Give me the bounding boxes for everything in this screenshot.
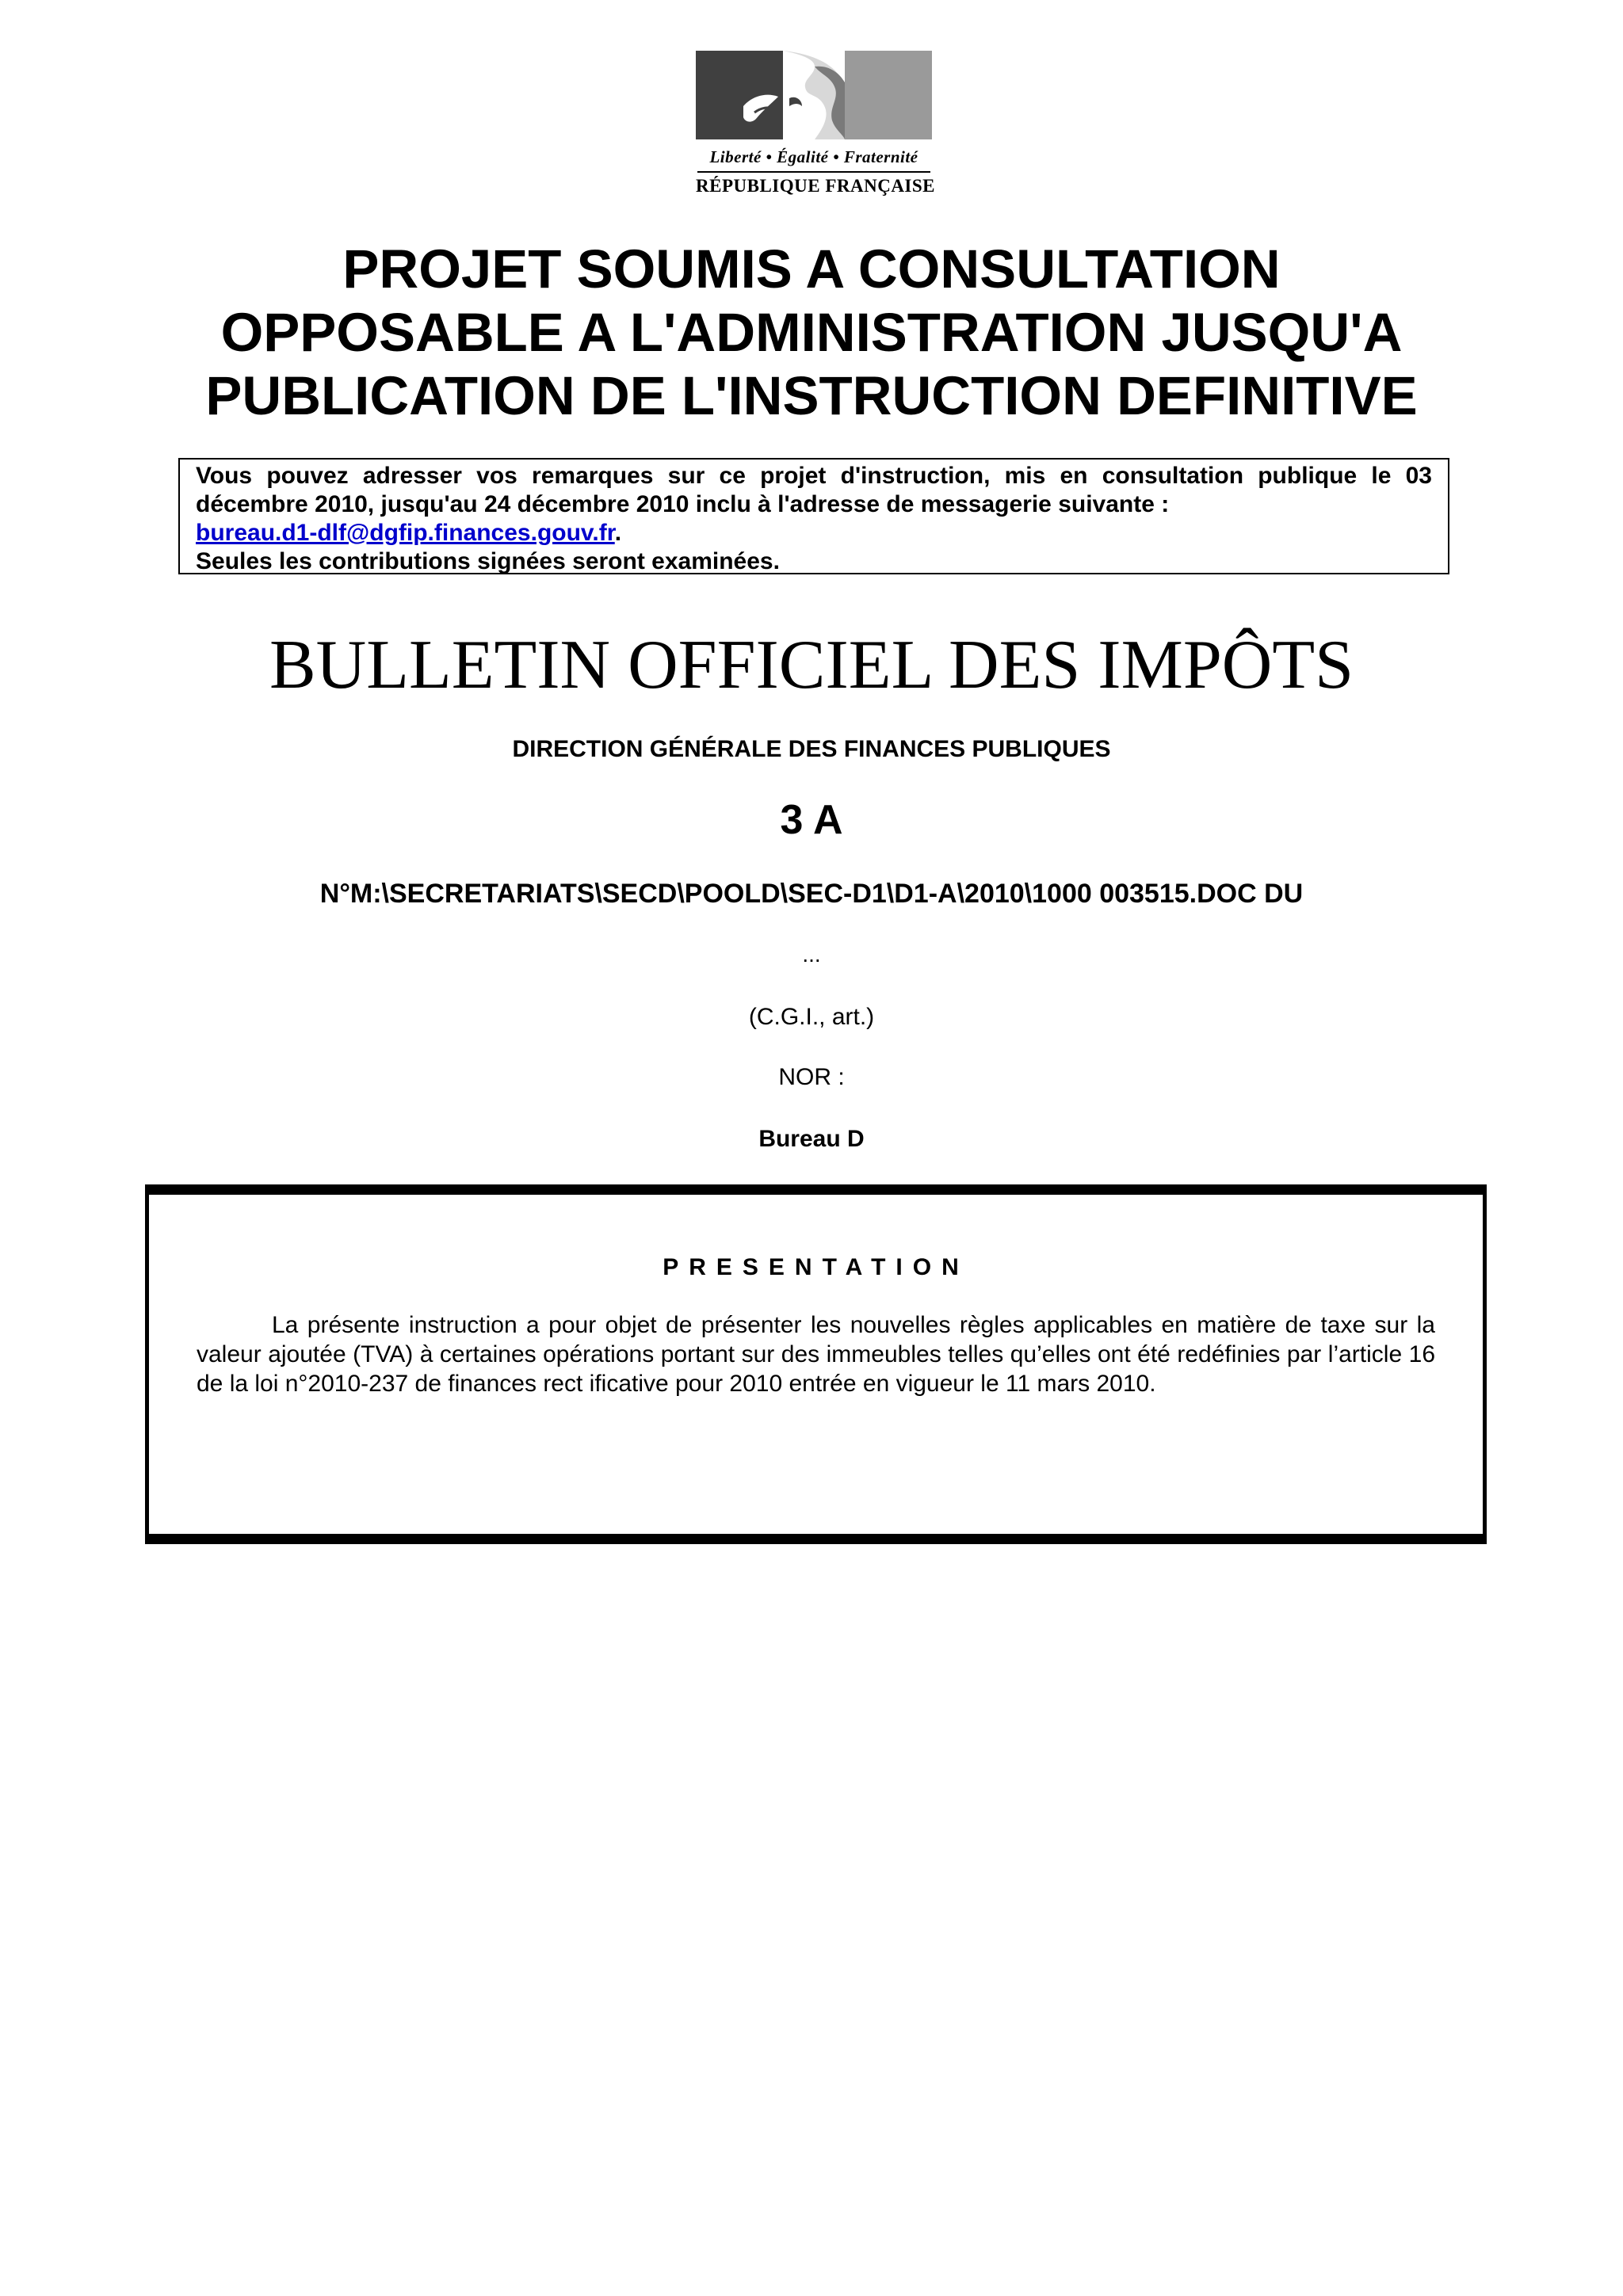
document-cgi: (C.G.I., art.) bbox=[748, 1004, 875, 1030]
notice-closing: Seules les contributions signées seront examinées. bbox=[196, 548, 780, 574]
presentation-body-container bbox=[197, 1310, 1435, 1398]
logo-republic: RÉPUBLIQUE FRANÇAISE bbox=[696, 176, 936, 196]
document-title: BULLETIN OFFICIEL DES IMPÔTS bbox=[269, 627, 1354, 704]
consultation-headline bbox=[127, 238, 1496, 428]
document-direction: DIRECTION GÉNÉRALE DES FINANCES PUBLIQUES bbox=[512, 736, 1111, 762]
presentation-title: PRESENTATION bbox=[663, 1254, 969, 1280]
notice-paragraph: Vous pouvez adresser vos remarques sur ce projet d'instruction, mis en consultation publique le 03 décembre 2010, jusqu'au 24 décembre 2010 inclu à l'adresse de messagerie suivante : bbox=[196, 463, 1432, 517]
headline-line-3: PUBLICATION DE L'INSTRUCTION DEFINITIVE bbox=[205, 365, 1418, 426]
presentation-box bbox=[145, 1184, 1487, 1544]
republique-francaise-logo bbox=[696, 51, 936, 196]
notice-email-line bbox=[196, 519, 1432, 547]
document-ellipsis: ... bbox=[802, 942, 821, 967]
consultation-notice-box bbox=[178, 458, 1449, 574]
document-series: 3 A bbox=[780, 797, 843, 843]
presentation-body: La présente instruction a pour objet de présenter les nouvelles règles applicables en matière de taxe sur la valeur ajoutée (TVA) à certaines opérations portant sur des immeubles telles qu’elles ont été redéfinies par l’article 16 de la loi n°2010-237 de finances rect ificative pour 2010 entrée en vigueur le 11 mars 2010. bbox=[197, 1312, 1435, 1397]
document-nor: NOR : bbox=[778, 1064, 845, 1090]
notice-email-suffix: . bbox=[614, 520, 622, 546]
headline-line-2: OPPOSABLE A L'ADMINISTRATION JUSQU'A bbox=[220, 302, 1403, 363]
notice-email-link[interactable]: bureau.d1-dlf@dgfip.finances.gouv.fr bbox=[196, 520, 615, 546]
headline-line-1: PROJET SOUMIS A CONSULTATION bbox=[342, 238, 1281, 299]
marianne-emblem-icon bbox=[696, 51, 932, 139]
logo-motto: Liberté • Égalité • Fraternité bbox=[709, 147, 918, 166]
logo-divider bbox=[697, 171, 930, 173]
document-bureau: Bureau D bbox=[758, 1126, 865, 1152]
document-reference: N°M:\SECRETARIATS\SECD\POOLD\SEC-D1\D1-A\2010\1000 003515.DOC DU bbox=[319, 879, 1304, 909]
